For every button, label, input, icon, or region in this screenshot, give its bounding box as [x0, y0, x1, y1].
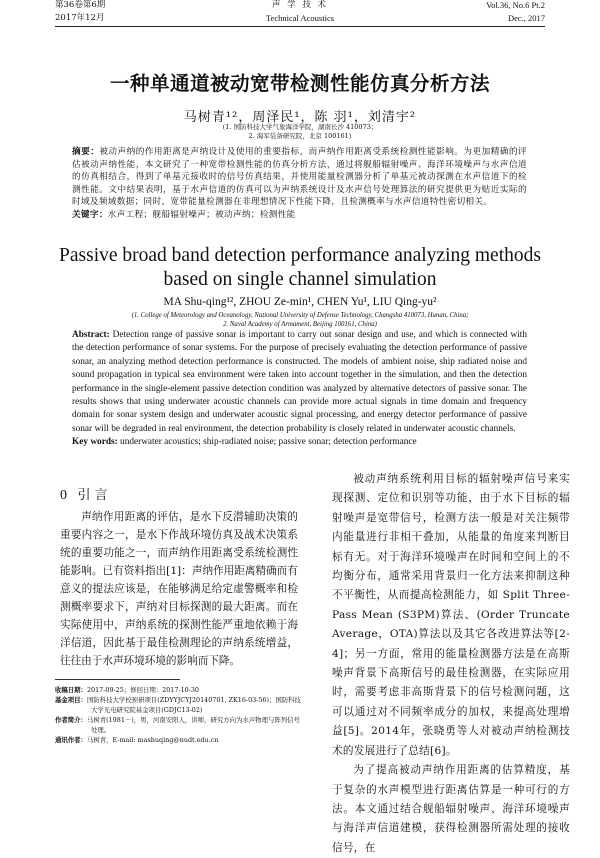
affiliation-en-2: 2. Naval Academy of Armament, Beijing 100161, China) — [223, 321, 377, 328]
footnote-author-bio: 作者简介：马树青(1981－)，男，河南安阳人，讲师，研究方向为水声物理与阵列信号处理。 — [55, 716, 300, 734]
right-column — [332, 470, 570, 858]
section-title: 引 言 — [77, 488, 108, 503]
affiliation-cn-2: 2. 海军装备研究院，北京 100161) — [248, 132, 352, 140]
section-heading — [60, 484, 108, 504]
abstract-cn — [72, 146, 527, 222]
abstract-en — [72, 329, 527, 450]
title-cn: 一种单通道被动宽带检测性能仿真分析方法 — [109, 72, 490, 95]
footnote-funding: 基金项目：国防科技大学校预研项目(ZDYYJCYJ20140701, ZK16-03-56)；国防科技大学光电研究院基金项目(GDJC13-02) — [55, 696, 301, 714]
abstract-cn-label: 摘要： — [72, 147, 100, 157]
keywords-en-label: Key words: — [72, 437, 118, 448]
abstract-en-label: Abstract: — [72, 330, 110, 340]
abstract-cn-text: 被动声纳的作用距离是声纳设计及使用的重要指标，而声纳作用距离受系统检测性能影响。为更加精确的评估被动声纳性能，本文研究了一种宽带检测性能的仿真分析方法，通过将舰船辐射噪声、海洋环境噪声与水声信道的仿真相结合，得到了单基元接收时的信号仿真结果，并使用能量检测器分析了单基元被动探测在水声信道下的检测性能。文中结果表明，基于水声信道的仿真可以为声纳系统设计及水声信号处理算法的研究提供更为贴近实际的时域及频域数据；同时，宽带能量检测器在非理想情况下性能下降，且检测概率与水声信道特性密切相关。 — [72, 147, 527, 208]
intro-paragraph-3: 为了提高被动声纳作用距离的估算精度，基于复杂的水声模型进行距离估算是一种可行的方法。本文通过结合舰船辐射噪声、海洋环境噪声与海洋声信道建模，获得检测器所需处理的接收信号，在 — [332, 764, 570, 854]
footnote-corresponding: 通讯作者：马树青，E-mail: mashuqing@nudt.edu.cn — [55, 736, 219, 744]
title-en — [0, 244, 600, 291]
section-number: 0 — [60, 488, 67, 503]
footnote-rule — [55, 679, 180, 680]
keywords-en-text: underwater acoustics; ship-radiated noise; passive sonar; detection performance — [120, 437, 417, 448]
issue-number: 第36卷第6期 — [55, 0, 106, 10]
journal-name-cn: 声 学 技 术 — [271, 0, 329, 10]
volume-info: Vol.36, No.6 Pt.2 — [486, 0, 545, 10]
issue-date: 2017年12月 — [55, 13, 105, 23]
left-column — [60, 508, 298, 673]
footnotes — [55, 685, 303, 745]
intro-paragraph-1: 声纳作用距离的评估，是水下反潜辅助决策的重要内容之一，是水下作战环境仿真及战术决策系统的重要功能之一，而声纳作用距离受系统检测性能影响。已有资料指出[1]：声纳作用距离精确而有意义的提法应该是，在能够满足给定虚警概率和检测概率要求下，声纳对目标探测的最大距离。而在实际使用中，声纳系统的探测性能严重地依赖于海洋信道，因此基于最佳检测理论的声纳系统增益，往往由于水声环境环境的影响而下降。 — [60, 511, 298, 667]
journal-name-en: Technical Acoustics — [265, 13, 335, 23]
intro-paragraph-2: 被动声纳系统利用目标的辐射噪声信号来实现探测、定位和识别等功能，由于水下目标的辐射噪声是宽带信号，检测方法一般是对关注频带内能量进行非相干叠加，从能量的角度来判断目标有无。对于海洋环境噪声在时间和空间上的不均衡分布，通常采用背景归一化方法来抑制这种不平衡性，从而提高检测能力，如 Split Three-Pass Mean (S3PM)算法、(Order Truncate Average，OTA)算法以及其它各改进算法等[2-4]；另一方面，常用的能量检测器方法是在高斯噪声背景下高斯信号的最佳检测器，在实际应用时，需要考虑非高斯背景下的信号检测问题，这可以通过对不同频率成分的加权，来提高处理增益[5]。2014年，张晓勇等人对被动声纳检测技术的发展进行了总结[6]。 — [332, 473, 570, 757]
authors-cn: 马树青¹²，周泽民¹，陈 羽¹，刘清宇² — [183, 110, 417, 125]
title-en-line1: Passive broad band detection performance analyzing methods — [59, 245, 541, 266]
header-rule — [55, 26, 545, 27]
volume-date: Dec., 2017 — [507, 13, 545, 23]
keywords-cn-text: 水声工程；舰船辐射噪声；被动声纳；检测性能 — [107, 209, 296, 220]
footnote-received: 收稿日期：2017-09-25；修回日期：2017-10-30 — [55, 686, 199, 694]
abstract-en-text: Detection range of passive sonar is important to carry out sonar design and use, and which is connected with the detection performance of sonar systems. For the purpose of precisely evaluating the detection performance of passive sonar, an analyzing method detection performance is constructed. The models of ambient noise, ship radiated noise and sound propagation in typical sea environment were taken into account together in the simulation, and then the detection performance in the single-element passive detection condition was analyzed by alternative detectors of passive sonar. The results shows that using underwater acoustic channels can provide more actual signals in time domain and frequency domain for sonar system design and underwater acoustic signal processing, and energy detector performance of passive sonar will be degraded in real environment, the detection probability is closely related in underwater acoustic channels. — [72, 330, 528, 434]
affiliation-cn-1: (1. 国防科技大学气象海洋学院，湖南长沙 410073； — [222, 123, 378, 131]
keywords-cn-label: 关键字： — [72, 209, 108, 220]
affiliation-en-1: (1. College of Meteorology and Oceanology, National University of Defense Technology, Changsha 410073, Hunan, China; — [131, 312, 469, 319]
title-en-line2: based on single channel simulation — [163, 268, 437, 290]
authors-en: MA Shu-qing¹², ZHOU Ze-min¹, CHEN Yu¹, LIU Qing-yu² — [163, 296, 437, 308]
